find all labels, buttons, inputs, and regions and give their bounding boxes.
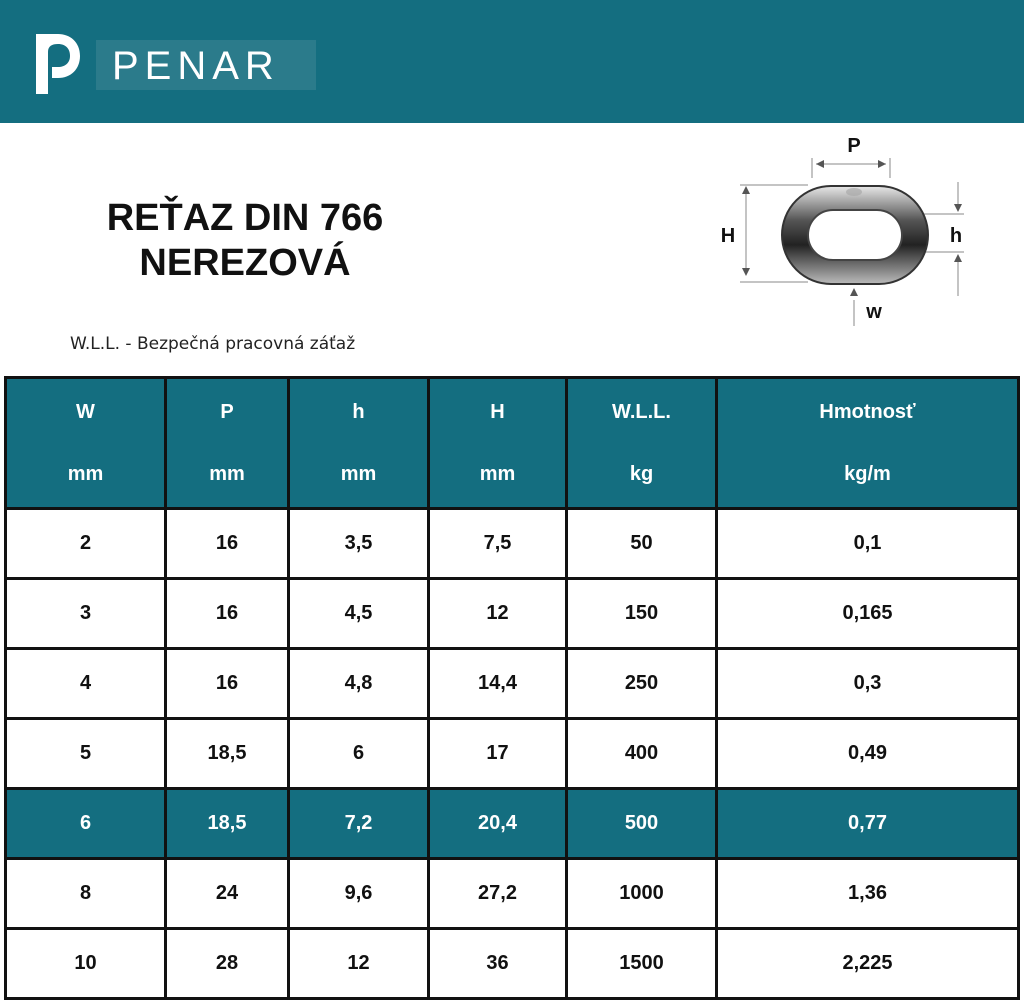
table-cell: 0,77 (717, 789, 1019, 859)
table-cell: 27,2 (429, 859, 567, 929)
table-cell: 4 (6, 649, 166, 719)
table-cell: 36 (429, 929, 567, 999)
table-cell: 17 (429, 719, 567, 789)
label-h-lower: h (949, 225, 963, 247)
column-header: Hmotnosť kg/m (717, 378, 1019, 509)
table-cell: 4,5 (289, 579, 429, 649)
brand-name: PENAR (112, 44, 280, 88)
table-cell: 16 (166, 649, 289, 719)
label-w: w (866, 301, 882, 323)
table-cell: 12 (429, 579, 567, 649)
table-cell: 24 (166, 859, 289, 929)
table-cell: 0,165 (717, 579, 1019, 649)
table-cell: 1,36 (717, 859, 1019, 929)
table-cell: 6 (289, 719, 429, 789)
title-line-2: NEREZOVÁ (139, 242, 351, 284)
table-cell: 150 (567, 579, 717, 649)
chain-link-diagram (712, 130, 982, 340)
table-row (6, 719, 1019, 789)
column-header: W.L.L. kg (567, 378, 717, 509)
spec-table (4, 376, 1020, 1000)
page-title (60, 196, 430, 286)
subtitle: W.L.L. - Bezpečná pracovná záťaž (70, 334, 356, 354)
table-cell: 2 (6, 509, 166, 579)
column-header: H mm (429, 378, 567, 509)
table-cell: 3 (6, 579, 166, 649)
header-bar (0, 0, 1024, 123)
header-row (6, 378, 1019, 509)
table-row (6, 929, 1019, 999)
table-cell: 12 (289, 929, 429, 999)
table-header (6, 378, 1019, 509)
label-p: P (847, 135, 861, 157)
table-cell: 0,3 (717, 649, 1019, 719)
table-cell: 16 (166, 579, 289, 649)
table-cell: 0,49 (717, 719, 1019, 789)
table-row (6, 859, 1019, 929)
table-cell: 14,4 (429, 649, 567, 719)
label-h-upper: H (720, 225, 736, 247)
table-row (6, 649, 1019, 719)
table-cell: 50 (567, 509, 717, 579)
table-cell: 1000 (567, 859, 717, 929)
table-row (6, 579, 1019, 649)
table-cell: 20,4 (429, 789, 567, 859)
table-cell: 3,5 (289, 509, 429, 579)
table-cell: 16 (166, 509, 289, 579)
table-cell: 28 (166, 929, 289, 999)
table-cell: 0,1 (717, 509, 1019, 579)
table-cell: 400 (567, 719, 717, 789)
table-cell: 2,225 (717, 929, 1019, 999)
table-cell: 7,5 (429, 509, 567, 579)
column-header: h mm (289, 378, 429, 509)
table-cell: 18,5 (166, 719, 289, 789)
table-cell: 18,5 (166, 789, 289, 859)
column-header: W mm (6, 378, 166, 509)
table-cell: 250 (567, 649, 717, 719)
table-cell: 5 (6, 719, 166, 789)
table-cell: 9,6 (289, 859, 429, 929)
table-cell: 7,2 (289, 789, 429, 859)
table-cell: 4,8 (289, 649, 429, 719)
table-cell: 6 (6, 789, 166, 859)
table-cell: 8 (6, 859, 166, 929)
title-line-1: REŤAZ DIN 766 (106, 197, 384, 239)
table-cell: 10 (6, 929, 166, 999)
column-header: P mm (166, 378, 289, 509)
table-cell: 500 (567, 789, 717, 859)
table-body (6, 509, 1019, 999)
table-row-highlighted (6, 789, 1019, 859)
table-row (6, 509, 1019, 579)
table-cell: 1500 (567, 929, 717, 999)
penar-logo-icon (34, 32, 80, 96)
